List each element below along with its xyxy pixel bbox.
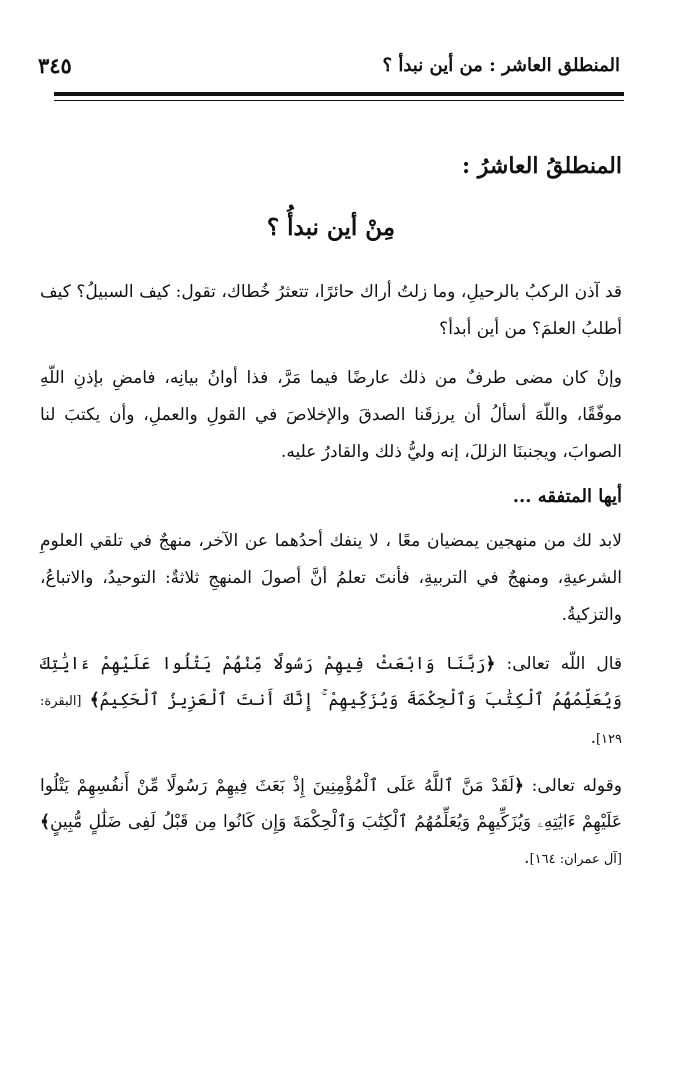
paragraph: قد آذن الركبُ بالرحيلِ، وما زلتُ أراك حائرًا، تتعثرُ خُطاك، تقول: كيف السبيلُ؟ كيف أطلبُ العلمَ؟ من أين أبدأ؟ (40, 281, 622, 339)
quote-end: . (590, 728, 596, 749)
chapter-title: مِنْ أين نبدأُ ؟ (266, 214, 396, 241)
quran-quote (40, 768, 622, 878)
section-heading: المنطلقُ العاشرُ : (462, 153, 622, 179)
page-number: ٣٤٥ (38, 53, 72, 78)
quote-close-bracket: ﴾ (40, 812, 50, 833)
quote-end: . (524, 848, 530, 869)
quote-open-bracket: ﴿ (485, 654, 496, 675)
quote-intro: قال اللّه تعالى: (495, 654, 622, 675)
running-title: المنطلق العاشر : من أين نبدأ ؟ (382, 55, 620, 76)
body-text (40, 150, 622, 888)
quote-verse: لَقَدْ مَنَّ ٱللَّهُ عَلَى ٱلْمُؤْمِنِينَ إِذْ بَعَثَ فِيهِمْ رَسُولًا مِّنْ أَنفُسِهِمْ يَتْلُوا عَلَيْهِمْ ءَايَٰتِهِۦ وَيُزَكِّيهِمْ وَيُعَلِّمُهُمُ ٱلْكِتَٰبَ وَٱلْحِكْمَةَ وَإِن كَانُوا مِن قَبْلُ لَفِى ضَلَٰلٍ مُّبِينٍ (40, 776, 622, 833)
quote-reference: [آل عمران: ١٦٤] (529, 852, 622, 868)
header-rule-thick (54, 92, 624, 96)
quote-verse: رَبَّنَا وَابْعَثْ فِيهِمْ رَسُولًا مِّنْهُمْ يَتْلُوا عَلَيْهِمْ ءَايَٰتِكَ وَيُعَلِّمُهُمُ ٱلْكِتَٰبَ وَٱلْحِكْمَةَ وَيُزَكِّيهِمْ ۚ إِنَّكَ أَنتَ ٱلْعَزِيزُ ٱلْحَكِيمُ (40, 654, 623, 711)
quote-reference: [البقرة: ١٢٩] (40, 694, 622, 748)
quote-close-bracket: ﴾ (89, 690, 100, 711)
paragraph: وإنْ كان مضى طرفٌ من ذلك عارضًا فيما مَرَّ، فذا أوانُ بيانِه، فامضِ بإذنِ اللّهِ موفّقًا، واللّهَ أسألُ أن يرزقَنا الصدقَ والإخلاصَ في القولِ والعملِ، وأن يكتبَ لنا الصوابَ، ويجنبنَا الزللَ، إنه وليُّ ذلك والقادرُ عليه. (40, 367, 622, 462)
quran-quote (40, 646, 622, 758)
sub-heading: أيها المتفقه ... (512, 485, 622, 507)
quote-intro: وقوله تعالى: (523, 776, 622, 797)
header-rule-thin (54, 100, 624, 101)
quote-open-bracket: ﴿ (514, 776, 524, 797)
paragraph: لابد لك من منهجين يمضيان معًا ، لا ينفك أحدُهما عن الآخر، منهجٌ في تلقي العلومِ الشرعيةِ، ومنهجٌ في التربيةِ، فأنتَ تعلمُ أنَّ أصولَ المنهجِ ثلاثةٌ: التوحيدُ، والاتباعُ، والتزكيةُ. (40, 531, 622, 626)
